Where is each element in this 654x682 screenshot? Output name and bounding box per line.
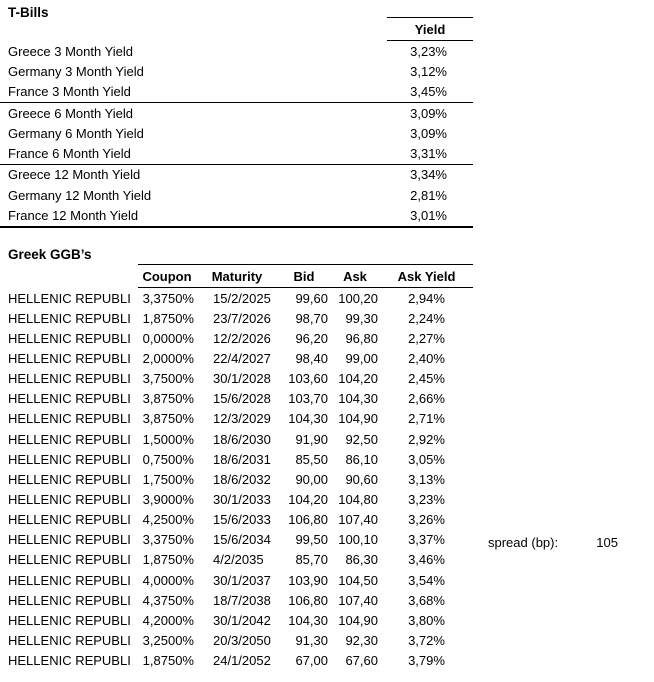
ggb-coupon: 2,0000% <box>142 350 194 366</box>
ggb-ask-yield: 2,40% <box>408 350 445 366</box>
ggb-ask-yield: 3,80% <box>408 612 445 628</box>
ggb-bond-row <box>8 429 473 449</box>
ggb-ask-yield: 2,45% <box>408 371 445 387</box>
tbill-yield-value: 3,12% <box>410 63 447 79</box>
ggb-coupon: 0,0000% <box>142 330 194 346</box>
ggb-bid: 103,90 <box>288 572 328 588</box>
ggb-maturity: 30/1/2042 <box>213 612 271 628</box>
tbill-yield-value: 3,09% <box>410 105 447 121</box>
ggb-bond-row <box>8 550 473 570</box>
ggb-ask: 99,00 <box>345 350 378 366</box>
ggb-bond-row <box>8 348 473 368</box>
ggb-maturity: 23/7/2026 <box>213 310 271 326</box>
ggb-coupon: 1,8750% <box>142 310 194 326</box>
ggb-ask-yield: 3,68% <box>408 592 445 608</box>
ggb-bond-name: HELLENIC REPUBLI <box>8 371 131 387</box>
ggb-maturity: 15/6/2034 <box>213 532 271 548</box>
ggb-ask: 90,60 <box>345 471 378 487</box>
spread-label: spread (bp): <box>488 534 559 550</box>
ggb-bid: 104,20 <box>288 491 328 507</box>
ggb-bond-row <box>8 590 473 610</box>
ggb-coupon: 0,7500% <box>142 451 194 467</box>
ggb-ask: 92,50 <box>345 431 378 447</box>
ggb-coupon: 1,8750% <box>142 653 194 669</box>
tbill-row <box>0 103 473 123</box>
ggb-ask: 86,30 <box>345 552 378 568</box>
ggb-maturity: 18/6/2032 <box>213 471 271 487</box>
ggb-bond-row <box>8 409 473 429</box>
ggb-bid: 104,30 <box>288 612 328 628</box>
ggb-coupon: 3,3750% <box>142 290 194 306</box>
ggb-ask-yield: 3,26% <box>408 512 445 528</box>
ggb-table <box>8 288 473 671</box>
ggb-bond-name: HELLENIC REPUBLI <box>8 451 131 467</box>
ggb-bond-name: HELLENIC REPUBLI <box>8 290 131 306</box>
ggb-bond-row <box>8 530 473 550</box>
ggb-bid: 98,40 <box>295 350 328 366</box>
ggb-bond-name: HELLENIC REPUBLI <box>8 350 131 366</box>
ggb-bid: 98,70 <box>295 310 328 326</box>
ggb-bond-row <box>8 288 473 308</box>
ggb-bid: 104,30 <box>288 411 328 427</box>
ggb-bond-name: HELLENIC REPUBLI <box>8 491 131 507</box>
ggb-maturity: 22/4/2027 <box>213 350 271 366</box>
ggb-coupon: 3,8750% <box>142 391 194 407</box>
ggb-bid: 103,70 <box>288 391 328 407</box>
tbill-label: France 6 Month Yield <box>8 146 131 162</box>
ggb-maturity: 30/1/2033 <box>213 491 271 507</box>
ggb-bond-row <box>8 369 473 389</box>
ggb-ask: 67,60 <box>345 653 378 669</box>
tbills-yield-column-header: Yield <box>387 17 473 41</box>
ggb-maturity: 24/1/2052 <box>213 653 271 669</box>
tbill-row <box>0 123 473 143</box>
ggb-bond-name: HELLENIC REPUBLI <box>8 411 131 427</box>
ggb-bond-row <box>8 510 473 530</box>
ggb-ask: 104,80 <box>338 491 378 507</box>
ggb-ask: 107,40 <box>338 592 378 608</box>
ggb-ask-yield: 3,37% <box>408 532 445 548</box>
ggb-coupon: 3,3750% <box>142 532 194 548</box>
ggb-header-ask-yield: Ask Yield <box>397 268 456 284</box>
ggb-bond-name: HELLENIC REPUBLI <box>8 572 131 588</box>
tbill-label: France 12 Month Yield <box>8 208 139 224</box>
tbill-label: Greece 3 Month Yield <box>8 43 134 59</box>
ggb-ask: 96,80 <box>345 330 378 346</box>
ggb-bid: 90,00 <box>295 471 328 487</box>
tbill-row <box>0 82 473 102</box>
ggb-bond-name: HELLENIC REPUBLI <box>8 310 131 326</box>
ggb-ask: 92,30 <box>345 632 378 648</box>
ggb-header-ask: Ask <box>343 268 367 284</box>
ggb-bid: 85,70 <box>295 552 328 568</box>
ggb-bond-row <box>8 328 473 348</box>
ggb-bond-row <box>8 389 473 409</box>
ggb-maturity: 20/3/2050 <box>213 632 271 648</box>
tbills-section-title: T-Bills <box>8 5 49 20</box>
tbill-label: Germany 3 Month Yield <box>8 63 144 79</box>
ggb-maturity: 18/7/2038 <box>213 592 271 608</box>
ggb-bid: 106,80 <box>288 592 328 608</box>
tbill-yield-value: 3,34% <box>410 167 447 183</box>
ggb-bond-name: HELLENIC REPUBLI <box>8 632 131 648</box>
ggb-ask: 104,20 <box>338 371 378 387</box>
tbill-row <box>0 41 473 61</box>
ggb-maturity: 15/2/2025 <box>213 290 271 306</box>
ggb-maturity: 30/1/2028 <box>213 371 271 387</box>
ggb-ask-yield: 2,92% <box>408 431 445 447</box>
ggb-bid: 99,60 <box>295 290 328 306</box>
ggb-bond-name: HELLENIC REPUBLI <box>8 552 131 568</box>
ggb-coupon: 3,8750% <box>142 411 194 427</box>
ggb-bid: 103,60 <box>288 371 328 387</box>
ggb-ask: 99,30 <box>345 310 378 326</box>
ggb-maturity: 15/6/2028 <box>213 391 271 407</box>
ggb-bond-name: HELLENIC REPUBLI <box>8 391 131 407</box>
ggb-bond-name: HELLENIC REPUBLI <box>8 532 131 548</box>
ggb-ask-yield: 3,13% <box>408 471 445 487</box>
ggb-bond-name: HELLENIC REPUBLI <box>8 512 131 528</box>
ggb-bid: 99,50 <box>295 532 328 548</box>
tbill-yield-value: 3,31% <box>410 146 447 162</box>
ggb-bid: 96,20 <box>295 330 328 346</box>
ggb-ask: 104,50 <box>338 572 378 588</box>
ggb-ask-yield: 3,79% <box>408 653 445 669</box>
ggb-bond-row <box>8 570 473 590</box>
ggb-bid: 91,30 <box>295 632 328 648</box>
ggb-maturity: 15/6/2033 <box>213 512 271 528</box>
ggb-ask-yield: 2,71% <box>408 411 445 427</box>
ggb-bond-row <box>8 610 473 630</box>
ggb-ask-yield: 2,66% <box>408 391 445 407</box>
ggb-coupon: 4,0000% <box>142 572 194 588</box>
ggb-bid: 85,50 <box>295 451 328 467</box>
ggb-ask: 104,90 <box>338 411 378 427</box>
ggb-ask: 86,10 <box>345 451 378 467</box>
spread-value: 105 <box>596 534 618 550</box>
ggb-coupon: 3,7500% <box>142 371 194 387</box>
tbill-row <box>0 185 473 205</box>
ggb-coupon: 4,2500% <box>142 512 194 528</box>
tbill-label: France 3 Month Yield <box>8 84 131 100</box>
tbill-label: Germany 6 Month Yield <box>8 125 144 141</box>
tbill-label: Germany 12 Month Yield <box>8 187 152 203</box>
tbill-yield-value: 3,01% <box>410 208 447 224</box>
ggb-bond-name: HELLENIC REPUBLI <box>8 653 131 669</box>
ggb-maturity: 12/2/2026 <box>213 330 271 346</box>
tbills-maturity-group <box>0 165 473 228</box>
tbill-row <box>0 205 473 225</box>
ggb-ask: 104,30 <box>338 391 378 407</box>
ggb-header-coupon: Coupon <box>142 268 192 284</box>
ggb-maturity: 30/1/2037 <box>213 572 271 588</box>
ggb-coupon: 3,9000% <box>142 491 194 507</box>
ggb-bond-row <box>8 630 473 650</box>
ggb-maturity: 4/2/2035 <box>213 552 264 568</box>
ggb-ask: 104,90 <box>338 612 378 628</box>
tbill-yield-value: 3,45% <box>410 84 447 100</box>
ggb-bid: 106,80 <box>288 512 328 528</box>
ggb-coupon: 4,2000% <box>142 612 194 628</box>
ggb-bond-name: HELLENIC REPUBLI <box>8 471 131 487</box>
ggb-bond-name: HELLENIC REPUBLI <box>8 330 131 346</box>
ggb-coupon: 1,8750% <box>142 552 194 568</box>
ggb-table-header <box>138 264 473 288</box>
ggb-coupon: 3,2500% <box>142 632 194 648</box>
ggb-bond-row <box>8 308 473 328</box>
tbill-row <box>0 143 473 163</box>
ggb-maturity: 18/6/2031 <box>213 451 271 467</box>
ggb-bond-row <box>8 469 473 489</box>
ggb-ask-yield: 3,05% <box>408 451 445 467</box>
tbills-maturity-group <box>0 41 473 103</box>
spread-annotation <box>488 532 618 552</box>
ggb-ask-yield: 2,94% <box>408 290 445 306</box>
tbill-yield-value: 3,09% <box>410 125 447 141</box>
ggb-maturity: 12/3/2029 <box>213 411 271 427</box>
tbill-label: Greece 6 Month Yield <box>8 105 134 121</box>
ggb-header-bid: Bid <box>293 268 315 284</box>
tbill-yield-value: 2,81% <box>410 187 447 203</box>
ggb-coupon: 4,3750% <box>142 592 194 608</box>
ggb-ask-yield: 3,23% <box>408 491 445 507</box>
ggb-bid: 67,00 <box>295 653 328 669</box>
ggb-coupon: 1,5000% <box>142 431 194 447</box>
ggb-bond-row <box>8 489 473 509</box>
ggb-bond-name: HELLENIC REPUBLI <box>8 431 131 447</box>
tbill-label: Greece 12 Month Yield <box>8 167 141 183</box>
ggb-ask: 107,40 <box>338 512 378 528</box>
ggb-ask-yield: 3,46% <box>408 552 445 568</box>
tbills-table <box>0 41 473 228</box>
ggb-bid: 91,90 <box>295 431 328 447</box>
ggb-section-title: Greek GGB’s <box>8 247 92 262</box>
ggb-bond-name: HELLENIC REPUBLI <box>8 592 131 608</box>
ggb-header-maturity: Maturity <box>211 268 263 284</box>
tbill-yield-value: 3,23% <box>410 43 447 59</box>
ggb-bond-name: HELLENIC REPUBLI <box>8 612 131 628</box>
ggb-ask-yield: 3,72% <box>408 632 445 648</box>
ggb-maturity: 18/6/2030 <box>213 431 271 447</box>
ggb-ask: 100,20 <box>338 290 378 306</box>
tbill-row <box>0 165 473 185</box>
ggb-bond-row <box>8 449 473 469</box>
ggb-ask-yield: 2,27% <box>408 330 445 346</box>
tbills-maturity-group <box>0 103 473 165</box>
ggb-ask-yield: 2,24% <box>408 310 445 326</box>
ggb-bond-row <box>8 651 473 671</box>
ggb-ask-yield: 3,54% <box>408 572 445 588</box>
ggb-ask: 100,10 <box>338 532 378 548</box>
tbill-row <box>0 61 473 81</box>
ggb-coupon: 1,7500% <box>142 471 194 487</box>
